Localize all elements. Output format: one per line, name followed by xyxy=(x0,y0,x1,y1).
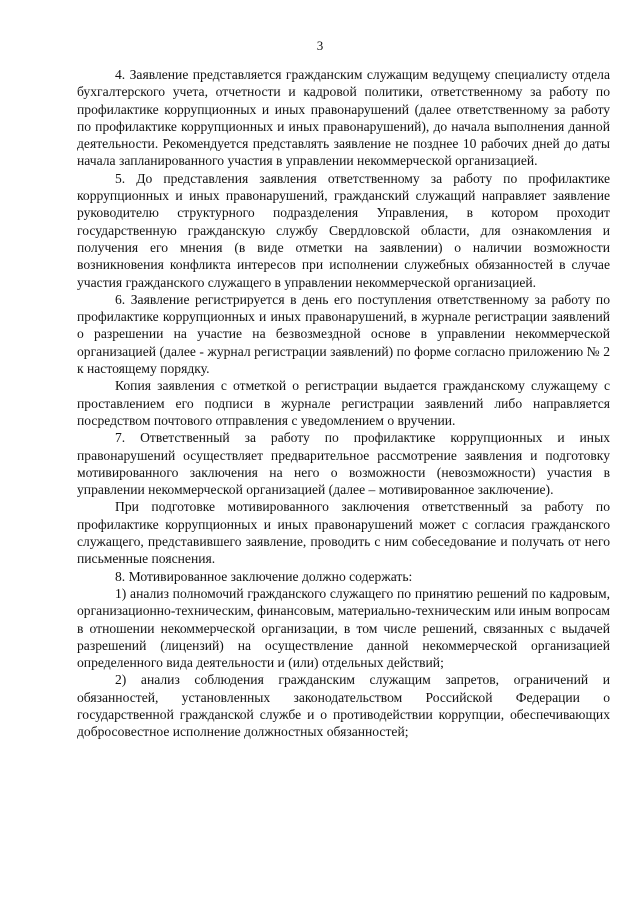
paragraph-item-7: 7. Ответственный за работу по профилактике коррупционных и иных правонарушений осуществляет предварительное рассмотрение заявления и подготовку мотивированного заключения на него о возможности (невозможности) участия в управлении некоммерческой организацией (далее – мотивированное заключение). xyxy=(77,430,610,498)
page-number: 3 xyxy=(316,38,324,53)
paragraph-item-5: 5. До представления заявления ответственному за работу по профилактике коррупционных и иных правонарушений, гражданский служащий направляет заявление руководителю структурного подразделения Управления, в котором проходит государственную гражданскую службу Свердловской области, для ознакомления и получения его мнения (в виде отметки на заявлении) о наличии возможности возникновения конфликта интересов при исполнении служебных обязанностей в случае участия гражданского служащего в управлении некоммерческой организацией. xyxy=(77,170,610,290)
paragraph-item-8: 8. Мотивированное заключение должно содержать: xyxy=(115,568,413,584)
paragraph-copy-of-application: Копия заявления с отметкой о регистрации выдается гражданскому служащему с проставлением его подписи в журнале регистрации заявлений либо направляется посредством почтового отправления с уведомлением о вручении. xyxy=(77,378,610,428)
paragraph-item-6: 6. Заявление регистрируется в день его поступления ответственному за работу по профилактике коррупционных и иных правонарушений, в журнале регистрации заявлений о разрешении на участие на безвозмездной основе в управлении некоммерческой организацией (далее - журнал регистрации заявлений) по форме согласно приложению № 2 к настоящему порядку. xyxy=(77,291,610,377)
paragraph-item-4: 4. Заявление представляется гражданским служащим ведущему специалисту отдела бухгалтерского учета, отчетности и кадровой политики, ответственному за работу по профилактике коррупционных и иных правонарушений (далее ответственному за работу по профилактике коррупционных и иных правонарушений), до начала выполнения данной деятельности. Рекомендуется представлять заявление не позднее 10 рабочих дней до даты начала запланированного участия в управлении некоммерческой организацией. xyxy=(77,67,610,169)
document-body xyxy=(77,66,610,741)
paragraph-subitem-2: 2) анализ соблюдения гражданским служащим запретов, ограничений и обязанностей, установленных законодательством Российской Федерации о государственной гражданской службе и о противодействии коррупции, обеспечивающих добросовестное исполнение должностных обязанностей; xyxy=(77,672,610,740)
paragraph-reasoned-conclusion-preparation: При подготовке мотивированного заключения ответственный за работу по профилактике коррупционных и иных правонарушений может с согласия гражданского служащего, представившего заявление, проводить с ним собеседование и получать от него письменные пояснения. xyxy=(77,499,610,567)
paragraph-subitem-1: 1) анализ полномочий гражданского служащего по принятию решений по кадровым, организационно-техническим, финансовым, материально-техническим или иным вопросам в отношении некоммерческой организации, в том числе решений, связанных с выдачей разрешений (лицензий) на осуществление данной некоммерческой организацией определенного вида деятельности и (или) отдельных действий; xyxy=(77,585,610,671)
